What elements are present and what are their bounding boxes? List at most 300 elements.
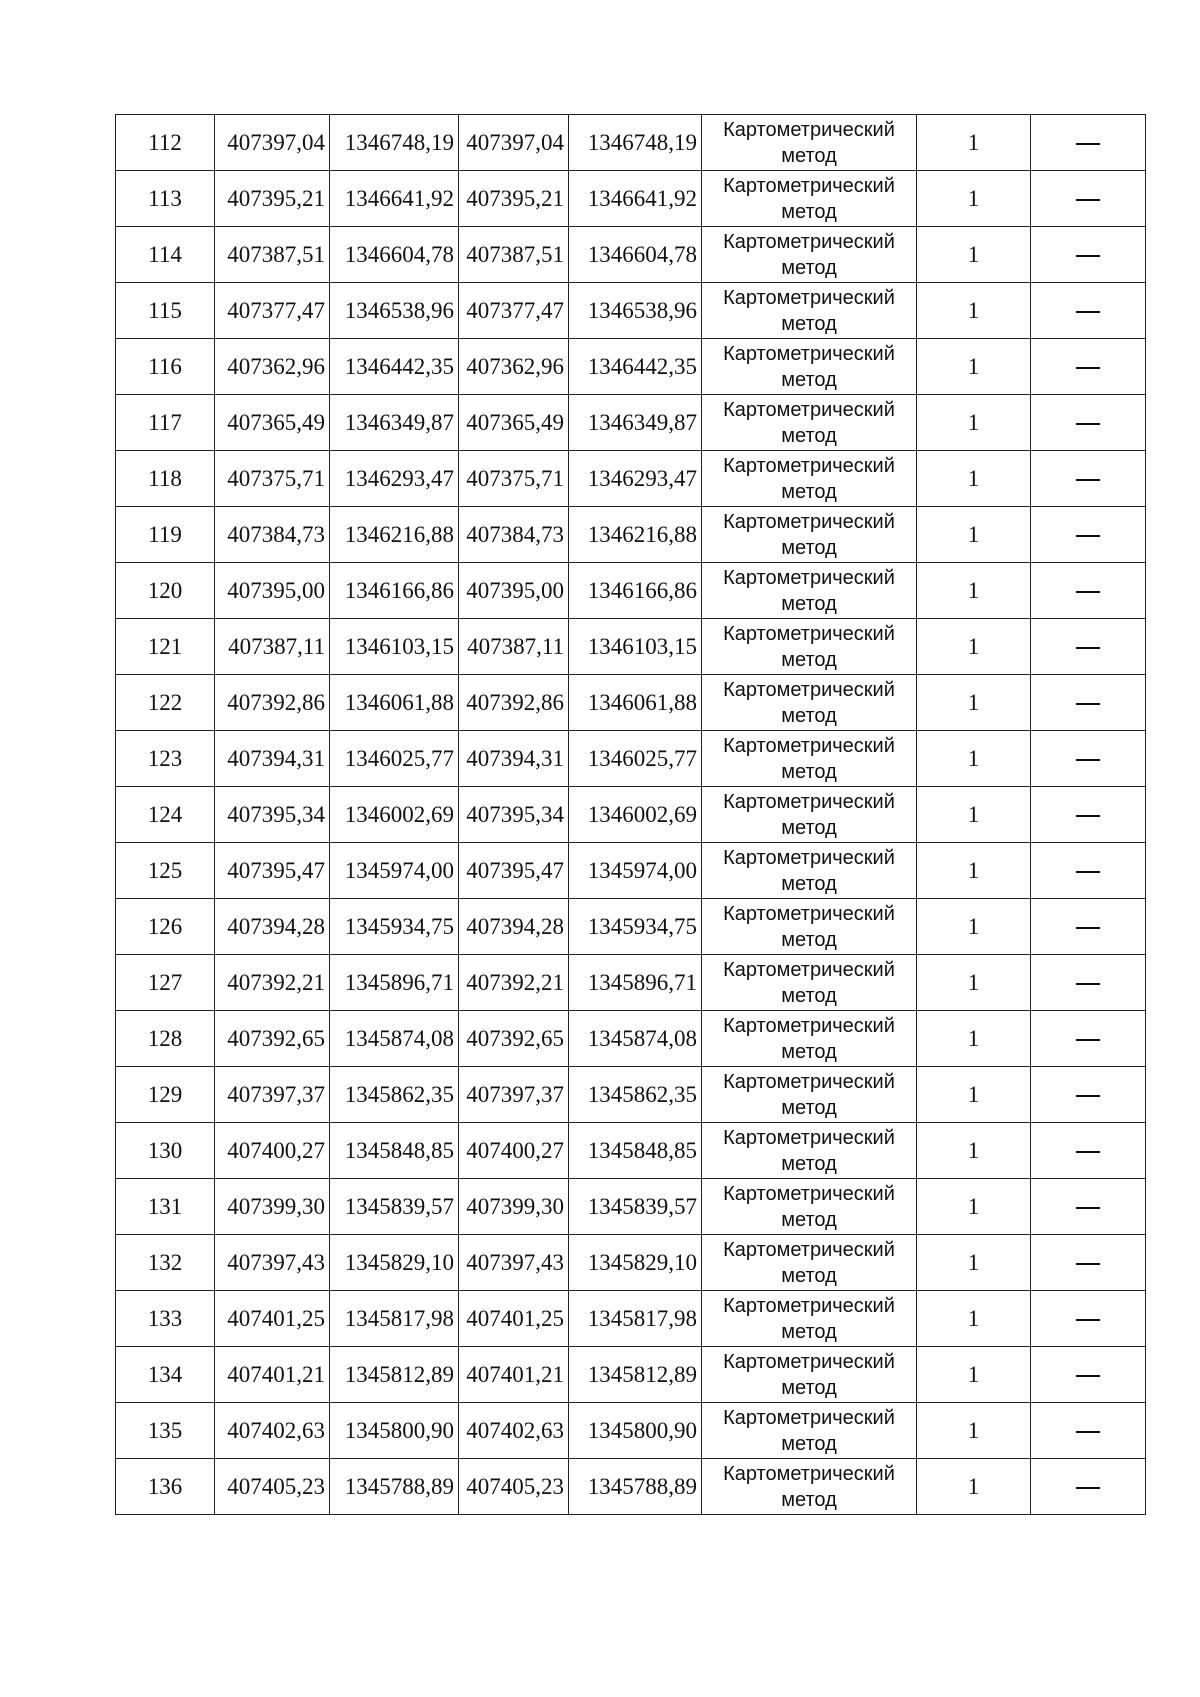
dash-line	[1076, 983, 1100, 985]
refined-x-cell: 407405,23	[459, 1459, 569, 1515]
accuracy-cell: 1	[917, 1291, 1031, 1347]
refined-x-cell: 407399,30	[459, 1179, 569, 1235]
note-cell	[1031, 395, 1146, 451]
point-number-cell: 118	[116, 451, 215, 507]
refined-x-cell: 407392,21	[459, 955, 569, 1011]
note-cell	[1031, 339, 1146, 395]
dash-line	[1076, 1207, 1100, 1209]
point-number-cell: 119	[116, 507, 215, 563]
dash-line	[1076, 367, 1100, 369]
existing-y-cell: 1346748,19	[330, 115, 459, 171]
accuracy-cell: 1	[917, 1347, 1031, 1403]
method-cell: Картометрический метод	[702, 843, 917, 899]
note-value	[1100, 1418, 1101, 1419]
refined-x-cell: 407375,71	[459, 451, 569, 507]
accuracy-cell: 1	[917, 619, 1031, 675]
note-cell	[1031, 563, 1146, 619]
dash-mark	[1076, 759, 1100, 761]
existing-x-cell: 407399,30	[215, 1179, 330, 1235]
note-value	[1100, 410, 1101, 411]
refined-y-cell: 1345800,90	[569, 1403, 702, 1459]
refined-y-cell: 1346002,69	[569, 787, 702, 843]
accuracy-cell: 1	[917, 451, 1031, 507]
dash-line	[1076, 311, 1100, 313]
point-number-cell: 117	[116, 395, 215, 451]
dash-mark	[1076, 591, 1100, 593]
existing-x-cell: 407397,43	[215, 1235, 330, 1291]
point-number-cell: 120	[116, 563, 215, 619]
method-cell: Картометрический метод	[702, 227, 917, 283]
refined-x-cell: 407362,96	[459, 339, 569, 395]
dash-mark	[1076, 1263, 1100, 1265]
accuracy-cell: 1	[917, 507, 1031, 563]
table-row	[116, 283, 1146, 339]
existing-y-cell: 1345862,35	[330, 1067, 459, 1123]
existing-x-cell: 407392,86	[215, 675, 330, 731]
accuracy-cell: 1	[917, 899, 1031, 955]
dash-mark	[1076, 143, 1100, 145]
refined-x-cell: 407395,34	[459, 787, 569, 843]
existing-x-cell: 407400,27	[215, 1123, 330, 1179]
table-row	[116, 115, 1146, 171]
dash-mark	[1076, 1039, 1100, 1041]
dash-mark	[1076, 983, 1100, 985]
existing-x-cell: 407394,31	[215, 731, 330, 787]
dash-mark	[1076, 871, 1100, 873]
note-cell	[1031, 451, 1146, 507]
method-cell: Картометрический метод	[702, 1235, 917, 1291]
point-number-cell: 133	[116, 1291, 215, 1347]
accuracy-cell: 1	[917, 339, 1031, 395]
note-cell	[1031, 1011, 1146, 1067]
existing-y-cell: 1345874,08	[330, 1011, 459, 1067]
refined-y-cell: 1346538,96	[569, 283, 702, 339]
existing-x-cell: 407362,96	[215, 339, 330, 395]
accuracy-cell: 1	[917, 171, 1031, 227]
dash-line	[1076, 199, 1100, 201]
dash-mark	[1076, 1207, 1100, 1209]
dash-mark	[1076, 1319, 1100, 1321]
dash-mark	[1076, 255, 1100, 257]
note-value	[1100, 1362, 1101, 1363]
dash-mark	[1076, 1151, 1100, 1153]
existing-y-cell: 1345896,71	[330, 955, 459, 1011]
point-number-cell: 114	[116, 227, 215, 283]
refined-y-cell: 1345862,35	[569, 1067, 702, 1123]
existing-x-cell: 407392,21	[215, 955, 330, 1011]
dash-line	[1076, 423, 1100, 425]
existing-x-cell: 407401,21	[215, 1347, 330, 1403]
note-cell	[1031, 1347, 1146, 1403]
method-cell: Картометрический метод	[702, 731, 917, 787]
point-number-cell: 128	[116, 1011, 215, 1067]
accuracy-cell: 1	[917, 787, 1031, 843]
existing-x-cell: 407397,37	[215, 1067, 330, 1123]
refined-y-cell: 1345817,98	[569, 1291, 702, 1347]
note-value	[1100, 522, 1101, 523]
table-row	[116, 899, 1146, 955]
table-row	[116, 787, 1146, 843]
method-cell: Картометрический метод	[702, 1067, 917, 1123]
accuracy-cell: 1	[917, 1067, 1031, 1123]
method-cell: Картометрический метод	[702, 899, 917, 955]
dash-line	[1076, 1431, 1100, 1433]
dash-mark	[1076, 927, 1100, 929]
refined-y-cell: 1346293,47	[569, 451, 702, 507]
refined-y-cell: 1345896,71	[569, 955, 702, 1011]
point-number-cell: 130	[116, 1123, 215, 1179]
existing-x-cell: 407392,65	[215, 1011, 330, 1067]
refined-x-cell: 407377,47	[459, 283, 569, 339]
table-row	[116, 955, 1146, 1011]
note-cell	[1031, 731, 1146, 787]
refined-x-cell: 407392,86	[459, 675, 569, 731]
refined-y-cell: 1346349,87	[569, 395, 702, 451]
note-value	[1100, 466, 1101, 467]
point-number-cell: 124	[116, 787, 215, 843]
point-number-cell: 131	[116, 1179, 215, 1235]
method-cell: Картометрический метод	[702, 339, 917, 395]
refined-y-cell: 1345839,57	[569, 1179, 702, 1235]
method-cell: Картометрический метод	[702, 451, 917, 507]
note-value	[1100, 578, 1101, 579]
refined-y-cell: 1346166,86	[569, 563, 702, 619]
existing-x-cell: 407401,25	[215, 1291, 330, 1347]
dash-mark	[1076, 1487, 1100, 1489]
refined-y-cell: 1346061,88	[569, 675, 702, 731]
point-number-cell: 129	[116, 1067, 215, 1123]
table-row	[116, 1347, 1146, 1403]
note-cell	[1031, 787, 1146, 843]
refined-x-cell: 407397,04	[459, 115, 569, 171]
existing-x-cell: 407395,34	[215, 787, 330, 843]
method-cell: Картометрический метод	[702, 1347, 917, 1403]
accuracy-cell: 1	[917, 1011, 1031, 1067]
existing-y-cell: 1345934,75	[330, 899, 459, 955]
note-value	[1100, 1138, 1101, 1139]
note-value	[1100, 354, 1101, 355]
refined-x-cell: 407395,00	[459, 563, 569, 619]
dash-mark	[1076, 815, 1100, 817]
existing-y-cell: 1346216,88	[330, 507, 459, 563]
existing-x-cell: 407405,23	[215, 1459, 330, 1515]
refined-x-cell: 407394,31	[459, 731, 569, 787]
accuracy-cell: 1	[917, 1235, 1031, 1291]
note-cell	[1031, 1459, 1146, 1515]
dash-mark	[1076, 1431, 1100, 1433]
existing-x-cell: 407377,47	[215, 283, 330, 339]
accuracy-cell: 1	[917, 115, 1031, 171]
table-row	[116, 507, 1146, 563]
table-row	[116, 339, 1146, 395]
dash-mark	[1076, 423, 1100, 425]
dash-mark	[1076, 199, 1100, 201]
note-value	[1100, 186, 1101, 187]
refined-y-cell: 1345812,89	[569, 1347, 702, 1403]
accuracy-cell: 1	[917, 731, 1031, 787]
method-cell: Картометрический метод	[702, 1123, 917, 1179]
table-row	[116, 1011, 1146, 1067]
refined-y-cell: 1346748,19	[569, 115, 702, 171]
table-row	[116, 451, 1146, 507]
note-cell	[1031, 1123, 1146, 1179]
refined-x-cell: 407402,63	[459, 1403, 569, 1459]
note-value	[1100, 914, 1101, 915]
method-cell: Картометрический метод	[702, 1011, 917, 1067]
refined-y-cell: 1345874,08	[569, 1011, 702, 1067]
existing-y-cell: 1346002,69	[330, 787, 459, 843]
note-value	[1100, 1194, 1101, 1195]
note-cell	[1031, 899, 1146, 955]
existing-y-cell: 1346349,87	[330, 395, 459, 451]
accuracy-cell: 1	[917, 1459, 1031, 1515]
point-number-cell: 126	[116, 899, 215, 955]
note-cell	[1031, 675, 1146, 731]
table-row	[116, 1123, 1146, 1179]
table-row	[116, 563, 1146, 619]
note-value	[1100, 130, 1101, 131]
note-value	[1100, 1026, 1101, 1027]
table-row	[116, 1235, 1146, 1291]
refined-y-cell: 1345848,85	[569, 1123, 702, 1179]
dash-line	[1076, 591, 1100, 593]
refined-y-cell: 1346025,77	[569, 731, 702, 787]
method-cell: Картометрический метод	[702, 115, 917, 171]
refined-y-cell: 1346604,78	[569, 227, 702, 283]
refined-y-cell: 1346103,15	[569, 619, 702, 675]
dash-line	[1076, 1375, 1100, 1377]
table-row	[116, 171, 1146, 227]
existing-x-cell: 407395,00	[215, 563, 330, 619]
existing-y-cell: 1346166,86	[330, 563, 459, 619]
refined-y-cell: 1346442,35	[569, 339, 702, 395]
note-value	[1100, 970, 1101, 971]
coordinates-table	[115, 114, 1146, 1515]
dash-line	[1076, 927, 1100, 929]
existing-x-cell: 407394,28	[215, 899, 330, 955]
refined-x-cell: 407384,73	[459, 507, 569, 563]
dash-line	[1076, 759, 1100, 761]
existing-y-cell: 1346103,15	[330, 619, 459, 675]
note-value	[1100, 690, 1101, 691]
existing-y-cell: 1345974,00	[330, 843, 459, 899]
refined-y-cell: 1345829,10	[569, 1235, 702, 1291]
point-number-cell: 127	[116, 955, 215, 1011]
dash-mark	[1076, 703, 1100, 705]
existing-x-cell: 407397,04	[215, 115, 330, 171]
note-cell	[1031, 843, 1146, 899]
table-row	[116, 1179, 1146, 1235]
dash-line	[1076, 815, 1100, 817]
accuracy-cell: 1	[917, 675, 1031, 731]
dash-mark	[1076, 367, 1100, 369]
existing-y-cell: 1345800,90	[330, 1403, 459, 1459]
refined-x-cell: 407387,51	[459, 227, 569, 283]
note-cell	[1031, 171, 1146, 227]
note-cell	[1031, 227, 1146, 283]
point-number-cell: 112	[116, 115, 215, 171]
table-row	[116, 843, 1146, 899]
note-cell	[1031, 1067, 1146, 1123]
note-value	[1100, 746, 1101, 747]
point-number-cell: 113	[116, 171, 215, 227]
table-row	[116, 395, 1146, 451]
table-body	[116, 115, 1146, 1515]
dash-line	[1076, 1039, 1100, 1041]
existing-y-cell: 1346641,92	[330, 171, 459, 227]
accuracy-cell: 1	[917, 1179, 1031, 1235]
point-number-cell: 116	[116, 339, 215, 395]
refined-x-cell: 407365,49	[459, 395, 569, 451]
point-number-cell: 135	[116, 1403, 215, 1459]
note-value	[1100, 1474, 1101, 1475]
method-cell: Картометрический метод	[702, 171, 917, 227]
existing-x-cell: 407384,73	[215, 507, 330, 563]
accuracy-cell: 1	[917, 227, 1031, 283]
note-cell	[1031, 1179, 1146, 1235]
dash-mark	[1076, 479, 1100, 481]
existing-y-cell: 1345839,57	[330, 1179, 459, 1235]
dash-line	[1076, 1319, 1100, 1321]
existing-y-cell: 1346442,35	[330, 339, 459, 395]
note-cell	[1031, 1291, 1146, 1347]
existing-y-cell: 1345788,89	[330, 1459, 459, 1515]
method-cell: Картометрический метод	[702, 955, 917, 1011]
existing-x-cell: 407395,21	[215, 171, 330, 227]
method-cell: Картометрический метод	[702, 1459, 917, 1515]
accuracy-cell: 1	[917, 1123, 1031, 1179]
refined-x-cell: 407395,47	[459, 843, 569, 899]
dash-line	[1076, 1263, 1100, 1265]
dash-mark	[1076, 1375, 1100, 1377]
dash-line	[1076, 535, 1100, 537]
refined-x-cell: 407401,25	[459, 1291, 569, 1347]
dash-mark	[1076, 647, 1100, 649]
point-number-cell: 134	[116, 1347, 215, 1403]
table-row	[116, 1403, 1146, 1459]
existing-y-cell: 1345848,85	[330, 1123, 459, 1179]
existing-y-cell: 1346293,47	[330, 451, 459, 507]
existing-y-cell: 1346538,96	[330, 283, 459, 339]
method-cell: Картометрический метод	[702, 1291, 917, 1347]
method-cell: Картометрический метод	[702, 619, 917, 675]
method-cell: Картометрический метод	[702, 1403, 917, 1459]
method-cell: Картометрический метод	[702, 283, 917, 339]
method-cell: Картометрический метод	[702, 507, 917, 563]
dash-line	[1076, 1151, 1100, 1153]
note-cell	[1031, 115, 1146, 171]
refined-x-cell: 407395,21	[459, 171, 569, 227]
point-number-cell: 123	[116, 731, 215, 787]
refined-x-cell: 407392,65	[459, 1011, 569, 1067]
refined-x-cell: 407400,27	[459, 1123, 569, 1179]
note-value	[1100, 298, 1101, 299]
existing-x-cell: 407365,49	[215, 395, 330, 451]
refined-x-cell: 407397,37	[459, 1067, 569, 1123]
table-row	[116, 1459, 1146, 1515]
note-cell	[1031, 955, 1146, 1011]
existing-y-cell: 1346604,78	[330, 227, 459, 283]
note-value	[1100, 634, 1101, 635]
note-value	[1100, 1082, 1101, 1083]
table-row	[116, 619, 1146, 675]
note-value	[1100, 1250, 1101, 1251]
dash-line	[1076, 1095, 1100, 1097]
method-cell: Картометрический метод	[702, 563, 917, 619]
existing-y-cell: 1346025,77	[330, 731, 459, 787]
method-cell: Картометрический метод	[702, 395, 917, 451]
existing-y-cell: 1346061,88	[330, 675, 459, 731]
accuracy-cell: 1	[917, 955, 1031, 1011]
refined-x-cell: 407397,43	[459, 1235, 569, 1291]
note-value	[1100, 242, 1101, 243]
dash-line	[1076, 1487, 1100, 1489]
dash-mark	[1076, 311, 1100, 313]
dash-line	[1076, 647, 1100, 649]
table-row	[116, 1067, 1146, 1123]
method-cell: Картометрический метод	[702, 787, 917, 843]
dash-line	[1076, 479, 1100, 481]
refined-y-cell: 1345974,00	[569, 843, 702, 899]
existing-y-cell: 1345812,89	[330, 1347, 459, 1403]
existing-x-cell: 407395,47	[215, 843, 330, 899]
point-number-cell: 125	[116, 843, 215, 899]
note-cell	[1031, 507, 1146, 563]
accuracy-cell: 1	[917, 563, 1031, 619]
point-number-cell: 121	[116, 619, 215, 675]
refined-y-cell: 1345788,89	[569, 1459, 702, 1515]
accuracy-cell: 1	[917, 395, 1031, 451]
existing-x-cell: 407387,51	[215, 227, 330, 283]
note-cell	[1031, 1403, 1146, 1459]
existing-y-cell: 1345829,10	[330, 1235, 459, 1291]
note-cell	[1031, 1235, 1146, 1291]
method-cell: Картометрический метод	[702, 675, 917, 731]
refined-x-cell: 407387,11	[459, 619, 569, 675]
accuracy-cell: 1	[917, 1403, 1031, 1459]
table-row	[116, 731, 1146, 787]
existing-x-cell: 407402,63	[215, 1403, 330, 1459]
refined-x-cell: 407394,28	[459, 899, 569, 955]
existing-x-cell: 407375,71	[215, 451, 330, 507]
existing-y-cell: 1345817,98	[330, 1291, 459, 1347]
method-cell: Картометрический метод	[702, 1179, 917, 1235]
point-number-cell: 132	[116, 1235, 215, 1291]
dash-line	[1076, 703, 1100, 705]
note-value	[1100, 802, 1101, 803]
dash-line	[1076, 255, 1100, 257]
point-number-cell: 115	[116, 283, 215, 339]
refined-y-cell: 1346641,92	[569, 171, 702, 227]
accuracy-cell: 1	[917, 283, 1031, 339]
note-cell	[1031, 619, 1146, 675]
point-number-cell: 136	[116, 1459, 215, 1515]
point-number-cell: 122	[116, 675, 215, 731]
existing-x-cell: 407387,11	[215, 619, 330, 675]
table-row	[116, 1291, 1146, 1347]
table-row	[116, 675, 1146, 731]
dash-mark	[1076, 535, 1100, 537]
dash-line	[1076, 143, 1100, 145]
table-row	[116, 227, 1146, 283]
refined-y-cell: 1346216,88	[569, 507, 702, 563]
accuracy-cell: 1	[917, 843, 1031, 899]
dash-mark	[1076, 1095, 1100, 1097]
refined-y-cell: 1345934,75	[569, 899, 702, 955]
note-value	[1100, 1306, 1101, 1307]
refined-x-cell: 407401,21	[459, 1347, 569, 1403]
note-value	[1100, 858, 1101, 859]
